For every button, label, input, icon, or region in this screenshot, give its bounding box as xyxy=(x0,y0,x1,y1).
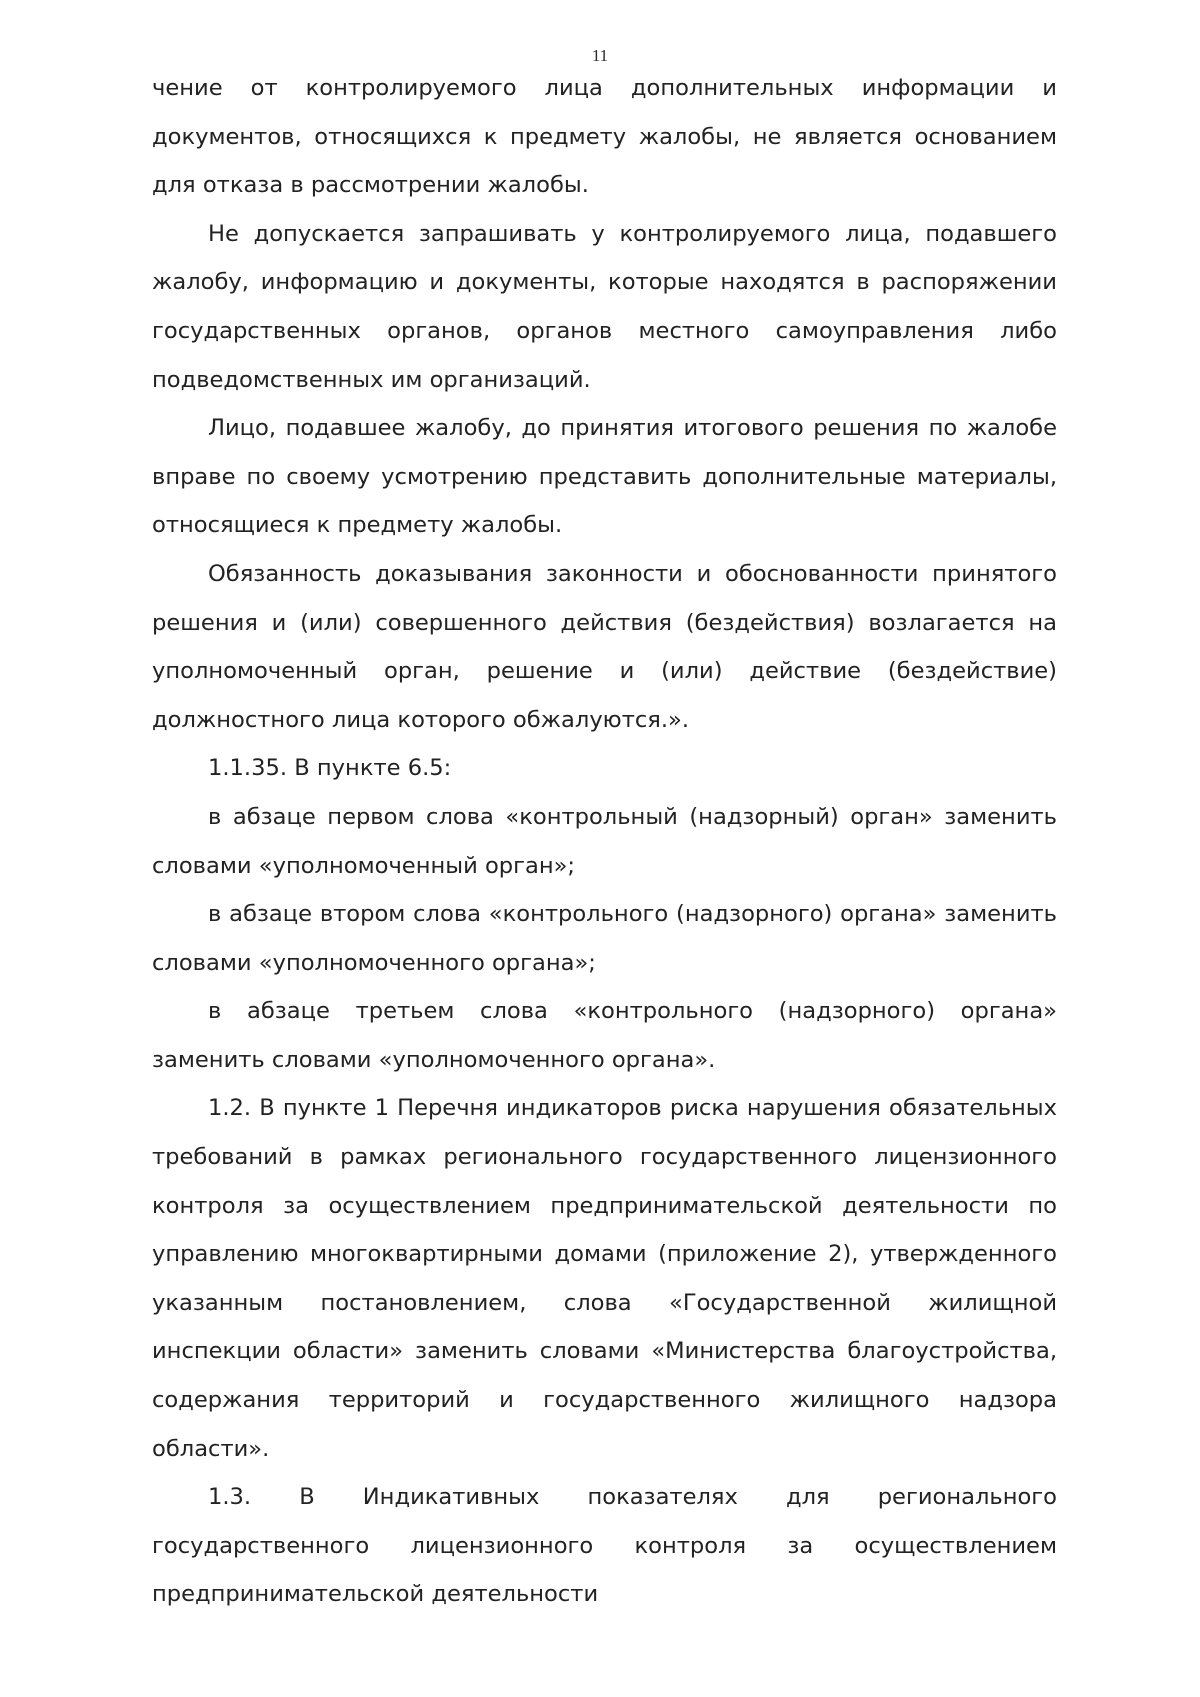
page-number: 11 xyxy=(591,46,609,65)
paragraph: Не допускается запрашивать у контролируемого лица, подавшего жалобу, информацию и документы, которые находятся в распоряжении государственных органов, органов местного самоуправления либо подведомственных им организаций. xyxy=(152,220,1057,393)
clause-heading: 1.1.35. В пункте 6.5: xyxy=(208,755,452,782)
paragraph: в абзаце втором слова «контрольного (надзорного) органа» заменить словами «уполномоченного органа»; xyxy=(152,901,1057,976)
document-body xyxy=(152,64,1057,1619)
paragraph: в абзаце первом слова «контрольный (надзорный) орган» заменить словами «уполномоченный орган»; xyxy=(152,803,1057,879)
paragraph: Лицо, подавшее жалобу, до принятия итогового решения по жалобе вправе по своему усмотрению представить дополнительные материалы, относящиеся к предмету жалобы. xyxy=(152,415,1057,539)
paragraph: в абзаце третьем слова «контрольного (надзорного) органа» заменить словами «уполномоченного органа». xyxy=(152,998,1057,1073)
paragraph: 1.3. В Индикативных показателях для регионального государственного лицензионного контроля за осуществлением предпринимательской деятельности xyxy=(152,1484,1057,1608)
paragraph: Обязанность доказывания законности и обоснованности принятого решения и (или) совершенного действия (бездействия) возлагается на уполномоченный орган, решение и (или) действие (бездействие) должностного лица которого обжалуются.». xyxy=(152,560,1057,733)
paragraph-continuation: чение от контролируемого лица дополнительных информации и документов, относящихся к предмету жалобы, не является основанием для отказа в рассмотрении жалобы. xyxy=(152,75,1057,199)
paragraph: 1.2. В пункте 1 Перечня индикаторов риска нарушения обязательных требований в рамках регионального государственного лицензионного контроля за осуществлением предпринимательской деятельности по управлению многоквартирными домами (приложение 2), утвержденного указанным постановлением, слова «Государственной жилищной инспекции области» заменить словами «Министерства благоустройства, содержания территорий и государственного жилищного надзора области». xyxy=(152,1095,1057,1462)
